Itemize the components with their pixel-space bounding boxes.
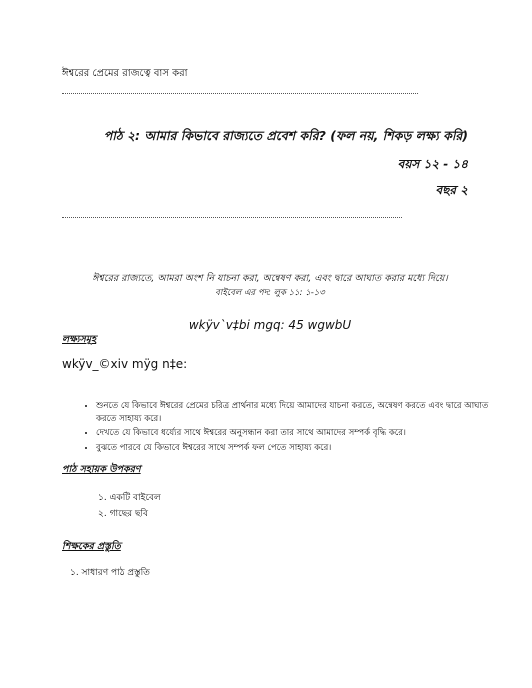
list-item: ১. সাধারণ পাঠ প্রস্তুতি: [70, 568, 150, 578]
list-item: ১. একটি বাইবেল: [98, 493, 161, 503]
key-verse: [62, 272, 478, 300]
preparation-list: [70, 565, 150, 580]
verse-text: ঈশ্বরের রাজ্যতে, আমরা অংশ নি যাচনা করা, অন্বেষণ করা, এবং দ্বারে আঘাত করার মধ্যে দিয়ে।: [92, 273, 448, 284]
series-title: ঈশ্বরের প্রেমের রাজত্বে বাস করা: [62, 68, 188, 79]
lesson-title: পাঠ ২: আমার কিভাবে রাজ্যতে প্রবেশ করি? (ফল নয়, শিকড় লক্ষ্য করি): [103, 128, 468, 143]
objectives-intro: wkÿv_©xiv mÿg n‡e:: [62, 357, 188, 371]
list-item: • শুনতে যে কিভাবে ঈশ্বরের প্রেমের চরিত্র প্রার্থনার মধ্যে দিয়ে আমাদের যাচনা করতে, অন্বেষণ করতে এবং দ্বারে আঘাত করতে সাহায্য করে।: [96, 400, 496, 425]
list-item: • দেখতে যে কিভাবে ধর্য্যের সাথে ঈশ্বরের অনুসন্ধান করা তার সাথে আমাদের সম্পর্ক বৃদ্ধি করে।: [96, 427, 496, 440]
preparation-heading: শিক্ষকের প্রস্তুতি: [62, 541, 121, 552]
verse-reference: বাইবেল এর পদ: লুক ১১: ১-১৩: [215, 288, 325, 298]
objectives-heading: লক্ষ্যসমূহ: [62, 334, 97, 345]
list-item: • বুঝতে পারবে যে কিভাবে ঈশ্বরের সাথে সম্পর্ক ফল পেতে সাহায্য করে।: [96, 442, 496, 455]
list-item: ২. গাছের ছবি: [98, 509, 149, 519]
materials-list: [98, 490, 161, 522]
dotted-divider: [62, 93, 418, 94]
materials-heading: পাঠ সহায়ক উপকরণ: [62, 464, 141, 475]
lesson-duration: wkÿv`v‡bi mgq: 45 wgwbU: [188, 318, 352, 332]
age-range: বয়স ১২ - ১৪: [397, 157, 468, 171]
dotted-divider: [62, 217, 402, 218]
objectives-list: [80, 400, 496, 456]
year-label: বছর ২: [435, 183, 468, 197]
